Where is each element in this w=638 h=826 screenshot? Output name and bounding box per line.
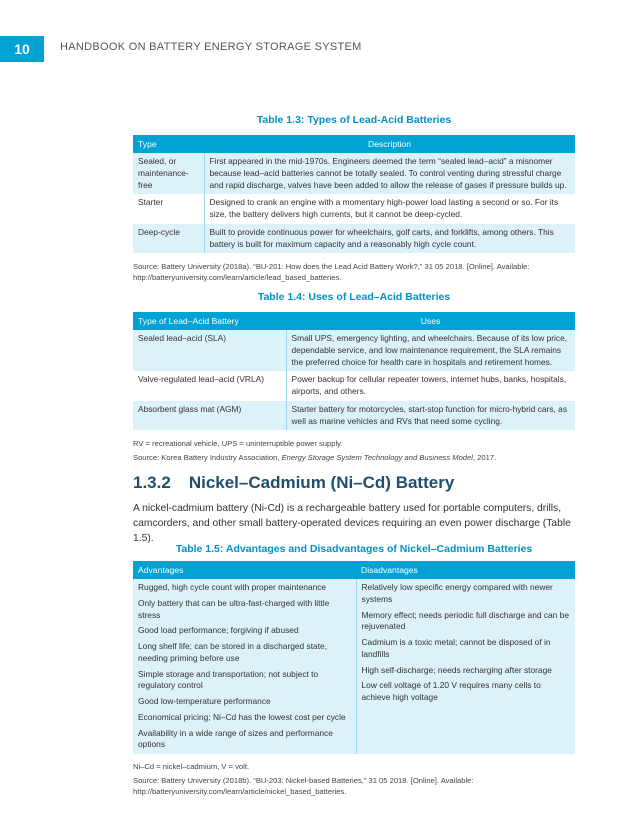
- advantages-list: [133, 579, 356, 754]
- table-cell: Starter battery for motorcycles, start-stop function for micro-hybrid cars, as well as marine vehicles and RVs that need some cycling.: [286, 401, 575, 431]
- disadvantages-list: [356, 579, 575, 754]
- table-1-5-source: Source: Battery University (2018b). “BU-203: Nickel-based Batteries,” 31 05 2018. [Online]. Available: http://batteryuniversity.com/learn/article/nickel_based_batteries.: [133, 776, 474, 797]
- table-cell: Valve-regulated lead–acid (VRLA): [133, 371, 286, 401]
- table-row: [133, 153, 575, 194]
- list-item: Long shelf life; can be stored in a discharged state, needing priming before use: [138, 641, 328, 663]
- table-cell: Sealed, or maintenance-free: [133, 153, 204, 194]
- table-cell: Starter: [133, 194, 204, 224]
- table-cell: Designed to crank an engine with a momentary high-power load lasting a second or so. For its size, the battery delivers high currents, but it cannot be deep-cycled.: [204, 194, 575, 224]
- list-item: Good load performance; forgiving if abused: [138, 625, 299, 636]
- list-item: Rugged, high cycle count with proper maintenance: [138, 582, 327, 593]
- table-cell: Built to provide continuous power for wheelchairs, golf carts, and forklifts, among others. This battery is built for maximum capacity and a reasonably high cycle count.: [204, 224, 575, 254]
- table-1-3-caption: Table 1.3: Types of Lead-Acid Batteries: [256, 114, 452, 126]
- section-body-paragraph: A nickel-cadmium battery (Ni-Cd) is a rechargeable battery used for portable computers, drills, camcorders, and other small battery-operated devices requiring an even power discharge (Table 1.5).: [133, 503, 571, 544]
- section-1-3-2: [133, 473, 575, 547]
- table-1-5-abbreviations: Ni–Cd = nickel–cadmium, V = volt.: [133, 762, 250, 772]
- table-header-disadvantages: Disadvantages: [356, 561, 575, 579]
- table-row: [133, 194, 575, 224]
- list-item: Memory effect; needs periodic full discharge and can be rejuvenated: [361, 609, 569, 632]
- list-item: Only battery that can be ultra-fast-charged with little stress: [138, 597, 330, 620]
- list-item: Relatively low specific energy compared with newer systems: [361, 582, 553, 604]
- list-item: High self-discharge; needs recharging after storage: [361, 664, 552, 675]
- section-title: Nickel–Cadmium (Ni–Cd) Battery: [188, 473, 455, 492]
- table-header-uses: Uses: [286, 312, 575, 330]
- table-cell: Small UPS, emergency lighting, and wheelchairs. Because of its low price, dependable service, and low maintenance requirement, the SLA remains the preferred choice for health care in hospitals and retirement homes.: [286, 330, 575, 371]
- table-1-4-caption: Table 1.4: Uses of Lead–Acid Batteries: [257, 291, 451, 303]
- table-cell: Absorbent glass mat (AGM): [133, 401, 286, 431]
- table-1-5: [133, 561, 575, 754]
- table-header-battery-type: Type of Lead–Acid Battery: [133, 312, 286, 330]
- table-header-type: Type: [133, 135, 204, 153]
- table-1-5-block: [133, 543, 575, 797]
- page-number: 10: [0, 36, 44, 62]
- table-1-3-block: [133, 114, 575, 283]
- list-item: Economical pricing; Ni–Cd has the lowest cost per cycle: [138, 711, 346, 722]
- table-row: [133, 224, 575, 254]
- table-1-4-block: [133, 291, 575, 463]
- table-row: [133, 371, 575, 401]
- section-number: 1.3.2: [133, 473, 171, 492]
- table-row: [133, 401, 575, 431]
- section-heading: [133, 473, 575, 493]
- list-item: Simple storage and transportation; not subject to regulatory control: [138, 668, 319, 691]
- list-item: Cadmium is a toxic metal; cannot be disposed of in landfills: [361, 637, 551, 659]
- table-header-description: Description: [204, 135, 575, 153]
- table-cell: First appeared in the mid-1970s. Engineers deemed the term “sealed lead–acid” a misnomer because lead–acid batteries cannot be totally sealed. To control venting during stressful charge and rapid discharge, valves have been added to allow the release of gases if pressure builds up.: [204, 153, 575, 194]
- running-title: HANDBOOK ON BATTERY ENERGY STORAGE SYSTEM: [60, 41, 362, 53]
- table-1-4: [133, 312, 575, 430]
- table-header-advantages: Advantages: [133, 561, 356, 579]
- table-row: [133, 330, 575, 371]
- table-cell: Power backup for cellular repeater towers, internet hubs, banks, hospitals, airports, and others.: [286, 371, 575, 401]
- list-item: Good low-temperature performance: [138, 696, 271, 707]
- table-1-4-source: Source: Korea Battery Industry Association, Energy Storage System Technology and Business Model, 2017.: [133, 453, 497, 463]
- table-row: [133, 579, 575, 754]
- table-1-4-abbreviations: RV = recreational vehicle, UPS = uninterruptible power supply.: [133, 439, 343, 449]
- table-cell: Sealed lead–acid (SLA): [133, 330, 286, 371]
- table-1-3-source: Source: Battery University (2018a). “BU-201: How does the Lead Acid Battery Work?,” 31 05 2018. [Online]. Available: http://batteryuniversity.com/learn/article/lead_based_batteries.: [133, 262, 530, 283]
- table-cell: Deep-cycle: [133, 224, 204, 254]
- table-1-5-caption: Table 1.5: Advantages and Disadvantages of Nickel–Cadmium Batteries: [175, 543, 533, 555]
- list-item: Availability in a wide range of sizes and performance options: [138, 727, 333, 750]
- table-1-3: [133, 135, 575, 253]
- list-item: Low cell voltage of 1.20 V requires many cells to achieve high voltage: [361, 680, 541, 703]
